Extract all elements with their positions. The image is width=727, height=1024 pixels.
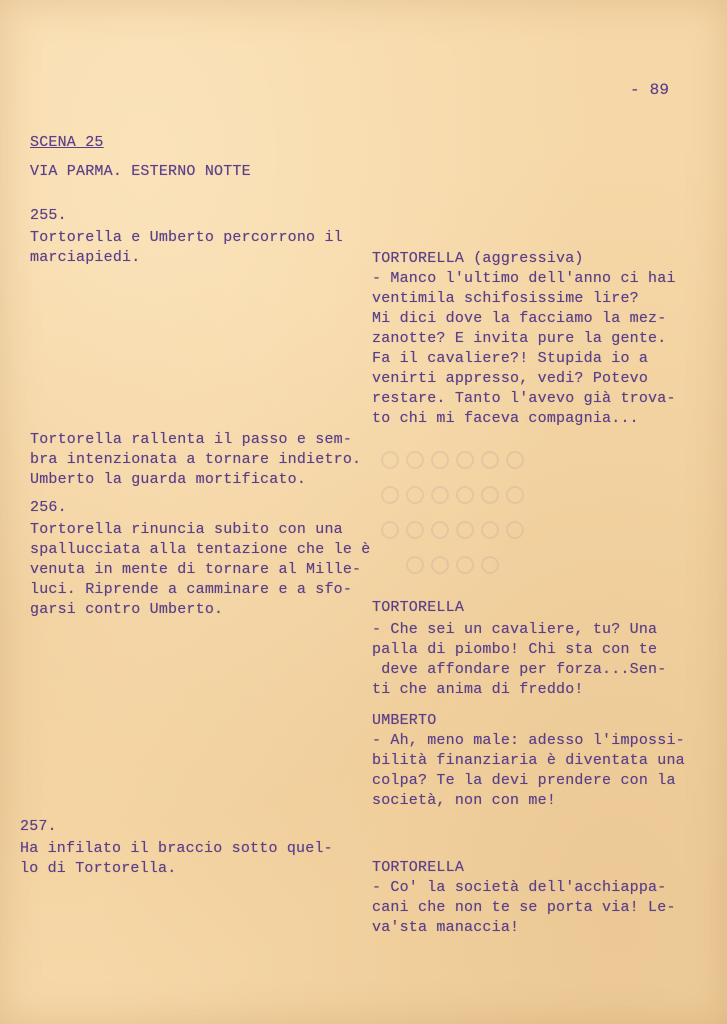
dialogue-speaker: TORTORELLA [372, 859, 465, 876]
dialogue-speaker: UMBERTO [372, 712, 437, 729]
dialogue-line: - Ah, meno male: adesso l'impossi- bilità finanziaria è diventata una colpa? Te la devi prendere con la società, non con me! [372, 732, 685, 809]
shot-action-257: Ha infilato il braccio sotto quel- lo di Tortorella. [20, 840, 333, 877]
scene-title: SCENA 25 [30, 134, 104, 151]
shot-action-255: Tortorella e Umberto percorrono il marciapiedi. [30, 229, 343, 266]
action-paragraph: Tortorella rallenta il passo e sem- bra intenzionata a tornare indietro. Umberto la guarda mortificato. [30, 431, 362, 488]
shot-action-256: Tortorella rinuncia subito con una spallucciata alla tentazione che le è venuta in mente di tornare al Mille- luci. Riprende a camminare e a sfo- garsi contro Umberto. [30, 521, 371, 618]
scene-setting: VIA PARMA. ESTERNO NOTTE [30, 163, 251, 180]
dialogue-line: - Che sei un cavaliere, tu? Una palla di piombo! Chi sta con te deve affondare per forza...Sen- ti che anima di freddo! [372, 621, 667, 698]
dialogue-speaker: TORTORELLA [372, 599, 465, 616]
watermark-stamp [370, 440, 540, 590]
shot-number-255: 255. [30, 207, 67, 224]
page-number: - 89 [630, 81, 670, 99]
shot-number-256: 256. [30, 499, 67, 516]
dialogue-line: - Co' la società dell'acchiappa- cani che non te se porta via! Le- va'sta manaccia! [372, 879, 676, 936]
shot-number-257: 257. [20, 818, 57, 835]
dialogue-speaker: TORTORELLA (aggressiva) [372, 250, 584, 267]
dialogue-line: - Manco l'ultimo dell'anno ci hai ventimila schifosissime lire? Mi dici dove la facciamo la mez- zanotte? E invita pure la gente. Fa il cavaliere?! Stupida io a venirti appresso, vedi? Potevo restare. Tanto l'avevo già trova- to chi mi faceva compagnia... [372, 270, 676, 427]
